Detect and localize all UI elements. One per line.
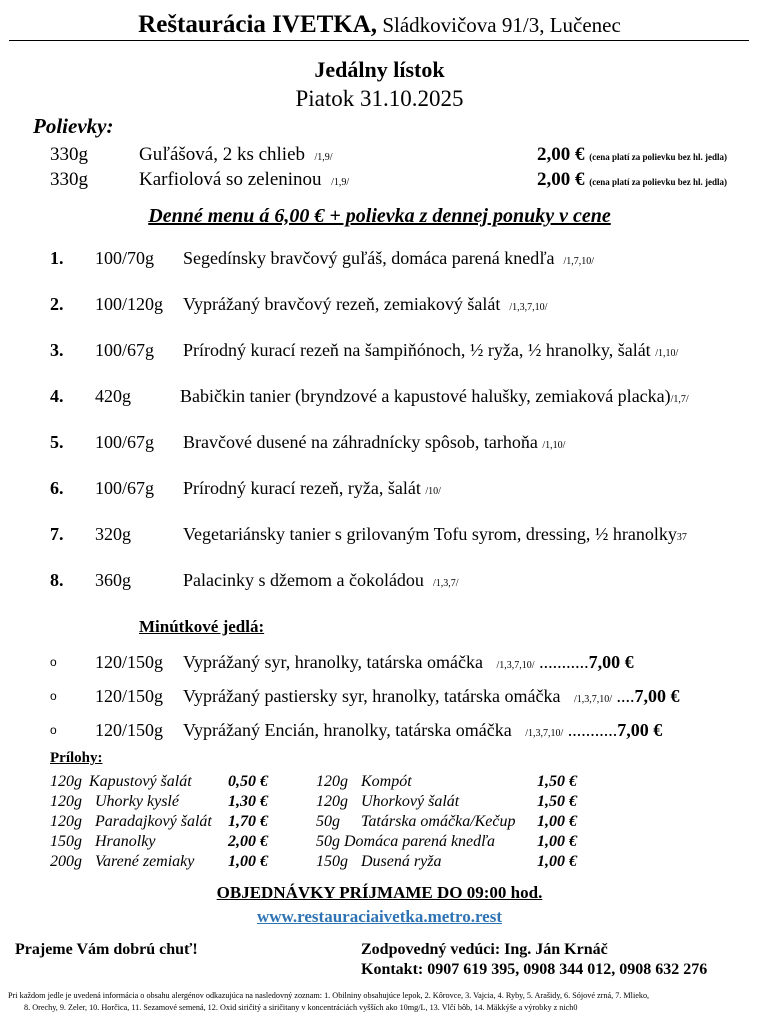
side-price: 1,00 €: [537, 813, 577, 830]
meal-name-line: [183, 338, 678, 366]
meal-allergens: /1,10/: [542, 440, 566, 451]
side-name: Dusená ryža: [361, 853, 442, 870]
meal-weight: 420g: [95, 386, 131, 406]
minute-meal-price: 7,00 €: [588, 652, 634, 672]
allergen-legend-line-1: Pri každom jedle je uvedená informácia o obsahu alergénov odkazujúca na nasledovný zoznam: 1. Obilniny obsahujúce lepok, 2. Kôrovce, 3. Vajcia, 4. Ryby, 5. Arašidy, 6. Sójové zrná, 7. Mlieko,: [8, 991, 650, 1000]
contact-text: Kontakt: 0907 619 395, 0908 344 012, 0908 632 276: [361, 961, 708, 978]
meal-weight: 100/67g: [95, 340, 155, 360]
minute-meal-price: 7,00 €: [617, 720, 663, 740]
leader-dots: ....: [616, 686, 635, 706]
side-weight: 120g: [316, 793, 348, 810]
minute-meal-price: 7,00 €: [634, 686, 680, 706]
side-weight: 120g: [50, 773, 82, 790]
soup-weight: 330g: [50, 144, 88, 165]
meal-name: Prírodný kurací rezeň, ryža, šalát: [183, 478, 421, 498]
meal-allergens: /1,3,7/: [432, 578, 459, 589]
meal-weight: 100/70g: [95, 248, 155, 268]
minute-meal-allergens: /1,3,7,10/: [573, 694, 613, 705]
meal-name-line: [183, 292, 547, 320]
side-price: 2,00 €: [228, 833, 268, 850]
side-name: Uhorkový šalát: [361, 793, 460, 810]
website-link[interactable]: www.restauraciaivetka.metro.rest: [256, 907, 503, 926]
minute-meal-weight: 120/150g: [95, 652, 164, 672]
menu-title: Jedálny lístok: [314, 57, 445, 82]
meal-name: Bravčové dusené na záhradnícky spôsob, tarhoňa: [183, 432, 538, 452]
meal-name: Prírodný kurací rezeň na šampiňónoch, ½ ryža, ½ hranolky, šalát: [183, 340, 651, 360]
meal-name: Segedínsky bravčový guľáš, domáca parená knedľa: [183, 248, 555, 268]
meal-name-line: [180, 384, 689, 412]
side-price: 0,50 €: [228, 773, 268, 790]
minute-meal-name: Vyprážaný pastiersky syr, hranolky, tatárska omáčka: [183, 686, 561, 706]
meal-weight: 100/120g: [95, 294, 164, 314]
bullet-circle-icon: o: [50, 723, 57, 737]
meal-number: 6.: [50, 478, 64, 498]
meal-name-line: [183, 568, 459, 596]
meal-number: 5.: [50, 432, 64, 452]
side-weight: 50g: [316, 813, 340, 830]
meal-weight: 320g: [95, 524, 131, 544]
leader-dots: ...........: [567, 720, 618, 740]
minute-meal-allergens: /1,3,7,10/: [496, 660, 535, 671]
minute-meal-name: Vyprážaný Encián, hranolky, tatárska omáčka: [183, 720, 512, 740]
minute-meal-allergens: /1,3,7,10/: [525, 728, 564, 739]
meal-name: Vyprážaný bravčový rezeň, zemiakový šalát: [183, 294, 501, 314]
side-weight: 120g: [50, 793, 82, 810]
soup-name: Karfiolová so zeleninou: [139, 169, 322, 190]
meal-name-line: [183, 430, 565, 458]
side-price: 1,70 €: [228, 813, 268, 830]
sides-heading: Prílohy:: [50, 750, 103, 766]
meal-allergens: /1,7,10/: [563, 256, 595, 267]
side-name: Domáca parená knedľa: [344, 833, 495, 850]
side-price: 1,00 €: [537, 833, 577, 850]
side-weight: 150g: [50, 833, 82, 850]
soup-allergens: /1,9/: [314, 152, 333, 163]
bullet-circle-icon: o: [50, 689, 57, 703]
meal-weight: 100/67g: [95, 432, 155, 452]
side-weight: 50g: [316, 833, 340, 850]
meal-number: 4.: [50, 386, 64, 406]
bon-appetit-text: Prajeme Vám dobrú chuť!: [15, 941, 198, 958]
soup-name-line: [139, 168, 349, 195]
side-weight: 120g: [316, 773, 348, 790]
minute-meal-line: [183, 718, 662, 746]
meal-allergens: 37: [676, 532, 687, 543]
meal-name: Palacinky s džemom a čokoládou: [183, 570, 424, 590]
meal-allergens: /10/: [425, 486, 441, 497]
meal-number: 2.: [50, 294, 64, 314]
soup-price: 2,00 €: [537, 144, 585, 165]
leader-dots: ...........: [539, 652, 589, 672]
meal-name-line: [183, 476, 441, 504]
soup-price-note: (cena platí za polievku bez hl. jedla): [589, 177, 727, 187]
bullet-circle-icon: o: [50, 655, 57, 669]
meal-weight: 360g: [95, 570, 131, 590]
side-name: Varené zemiaky: [95, 853, 195, 870]
side-price: 1,30 €: [228, 793, 268, 810]
soup-price-line: [537, 168, 727, 194]
meal-allergens: /1,3,7,10/: [509, 302, 548, 313]
soup-name-line: [139, 143, 333, 170]
meal-number: 1.: [50, 248, 64, 268]
restaurant-name: Reštaurácia IVETKA,: [138, 11, 378, 38]
side-price: 1,50 €: [537, 793, 577, 810]
meal-name-line: [183, 246, 594, 274]
daily-menu-heading: Denné menu á 6,00 € + polievka z dennej ponuky v cene: [148, 205, 611, 227]
side-name: Tatárska omáčka/Kečup: [361, 813, 516, 830]
meal-number: 3.: [50, 340, 64, 360]
side-weight: 200g: [50, 853, 82, 870]
soup-price: 2,00 €: [537, 169, 585, 190]
soup-price-note: (cena platí za polievku bez hl. jedla): [589, 152, 727, 162]
side-price: 1,00 €: [537, 853, 577, 870]
minute-meal-weight: 120/150g: [95, 686, 164, 706]
soup-name: Guľášová, 2 ks chlieb: [139, 144, 306, 165]
meal-allergens: /1,7/: [670, 394, 689, 405]
side-price: 1,50 €: [537, 773, 577, 790]
side-name: Uhorky kyslé: [95, 793, 179, 810]
soups-heading: Polievky:: [33, 114, 114, 138]
side-name: Hranolky: [95, 833, 156, 850]
side-price: 1,00 €: [228, 853, 268, 870]
soup-price-line: [537, 143, 727, 169]
side-weight: 150g: [316, 853, 348, 870]
meal-number: 8.: [50, 570, 64, 590]
meal-allergens: /1,10/: [655, 348, 679, 359]
soup-allergens: /1,9/: [331, 177, 350, 188]
side-name: Kompót: [361, 773, 412, 790]
minute-meal-line: [183, 650, 634, 678]
meal-name: Vegetariánsky tanier s grilovaným Tofu syrom, dressing, ½ hranolky: [183, 524, 677, 544]
restaurant-address: Sládkovičova 91/3, Lučenec: [377, 13, 621, 37]
side-name: Kapustový šalát: [89, 773, 192, 790]
minute-meal-weight: 120/150g: [95, 720, 164, 740]
header-divider: [9, 40, 749, 41]
side-weight: 120g: [50, 813, 82, 830]
order-deadline-note: OBJEDNÁVKY PRÍJMAME DO 09:00 hod.: [216, 883, 543, 902]
menu-date: Piatok 31.10.2025: [295, 86, 464, 111]
meal-name: Babičkin tanier (bryndzové a kapustové halušky, zemiaková placka): [180, 386, 671, 406]
manager-text: Zodpovedný vedúci: Ing. Ján Krnáč: [361, 941, 608, 958]
meal-weight: 100/67g: [95, 478, 155, 498]
meal-number: 7.: [50, 524, 64, 544]
minute-meal-line: [183, 684, 680, 712]
side-name: Paradajkový šalát: [95, 813, 212, 830]
minute-meal-name: Vyprážaný syr, hranolky, tatárska omáčka: [183, 652, 483, 672]
allergen-legend-line-2: 8. Orechy, 9. Zeler, 10. Horčica, 11. Sezamové semená, 12. Oxid siričitý a siričitany v koncentráciách vyšších ako 10mg/L, 13. Vlčí bôb, 14. Mäkkýše a výrobky z nich0: [24, 1003, 578, 1012]
allergen-legend: [8, 990, 753, 1014]
soup-weight: 330g: [50, 169, 88, 190]
restaurant-header: [0, 8, 759, 42]
minute-meals-heading: Minútkové jedlá:: [139, 617, 265, 636]
meal-name-line: [183, 522, 687, 550]
